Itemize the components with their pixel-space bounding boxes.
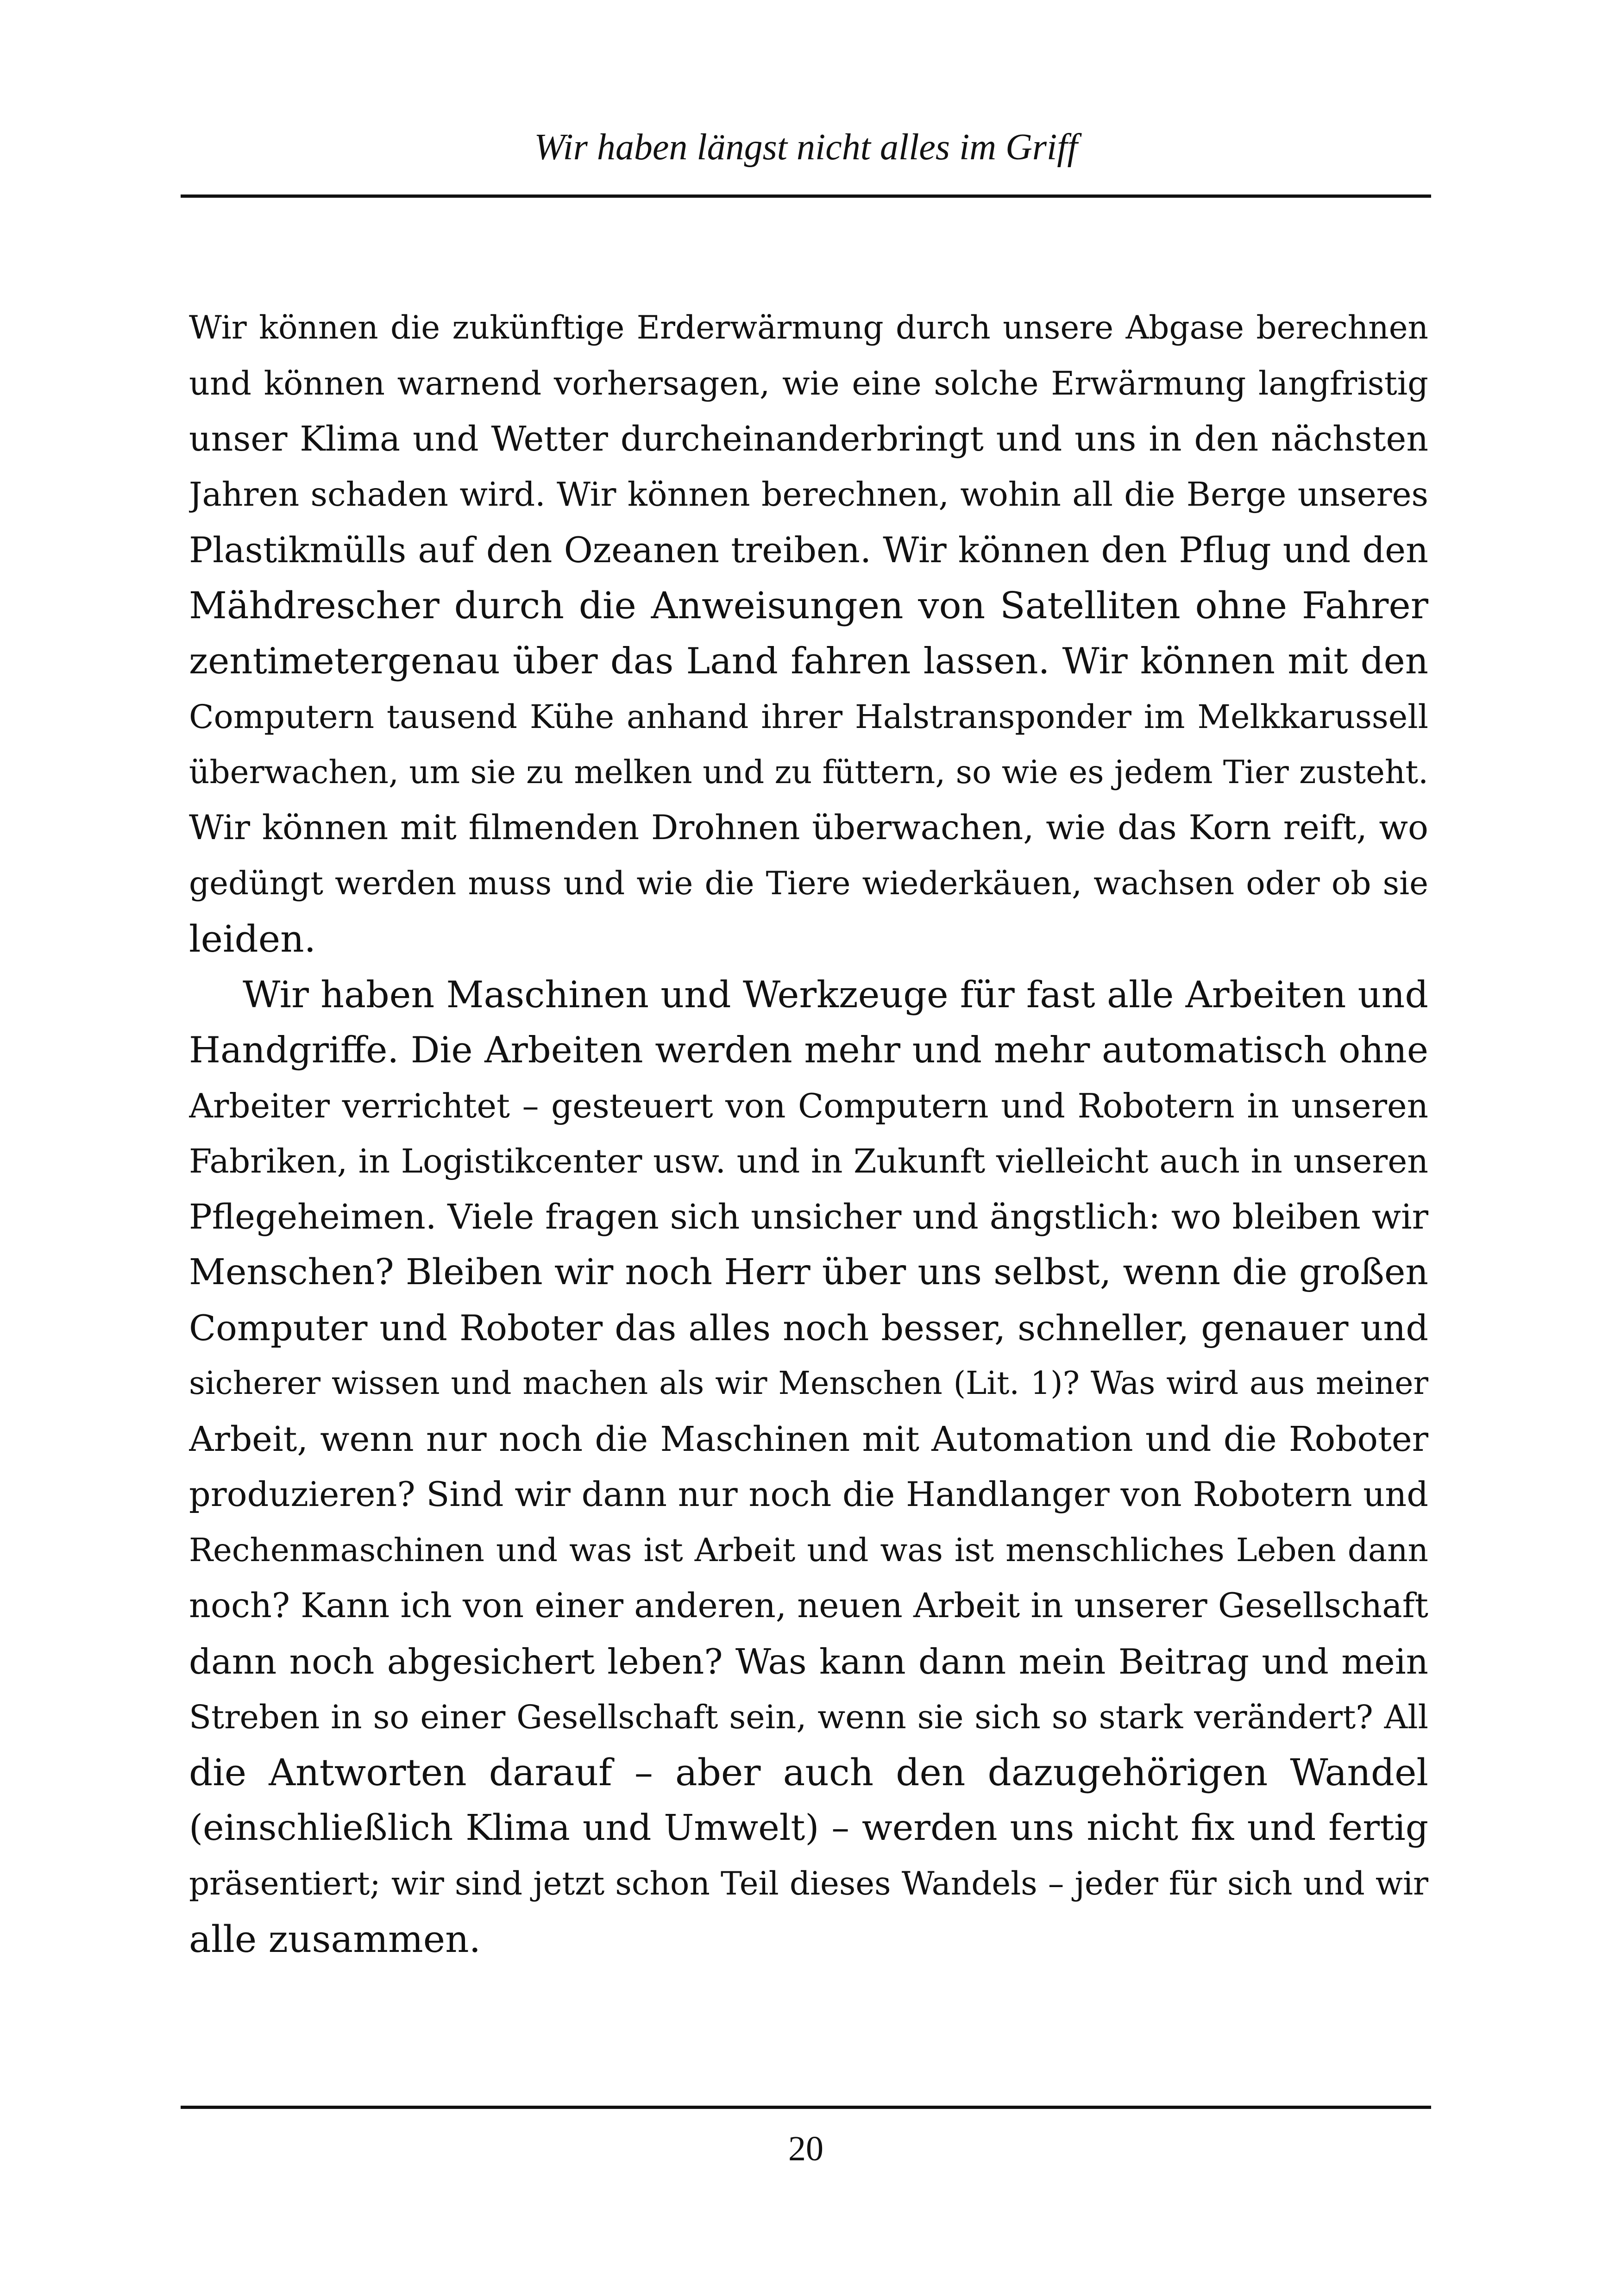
text-line: Computern tausend Kühe anhand ihrer Halstransponder im Melkkarussell [189, 698, 1428, 736]
body-text [189, 300, 1428, 1967]
text-line: dann noch abgesichert leben? Was kann dann mein Beitrag und mein [189, 1641, 1428, 1682]
text-line: Fabriken, in Logistikcenter usw. und in Zukunft vielleicht auch in unseren [189, 1142, 1428, 1180]
paragraph-1 [189, 300, 1428, 967]
text-line: alle zusammen. [189, 1918, 481, 1961]
text-line: Pflegeheimen. Viele fragen sich unsicher und ängstlich: wo bleiben wir [189, 1197, 1428, 1237]
text-line: zentimetergenau über das Land fahren lassen. Wir können mit den [189, 640, 1428, 682]
running-header-title: Wir haben längst nicht alles im Griff [534, 127, 1078, 168]
header-rule [181, 194, 1431, 198]
text-line: leiden. [189, 917, 316, 960]
paragraph-2 [189, 967, 1428, 1967]
text-line: gedüngt werden muss und wie die Tiere wiederkäuen, wachsen oder ob sie [189, 865, 1428, 902]
text-line: Rechenmaschinen und was ist Arbeit und was ist menschliches Leben dann [189, 1532, 1428, 1569]
text-line: sicherer wissen und machen als wir Menschen (Lit. 1)? Was wird aus meiner [189, 1365, 1428, 1402]
text-line: Wir können die zukünftige Erderwärmung durch unsere Abgase berechnen [189, 309, 1428, 346]
text-line: (einschließlich Klima und Umwelt) – werden uns nicht fix und fertig [189, 1807, 1428, 1849]
text-line: Handgriffe. Die Arbeiten werden mehr und mehr automatisch ohne [189, 1029, 1428, 1071]
text-line: Arbeiter verrichtet – gesteuert von Computern und Robotern in unseren [189, 1086, 1428, 1125]
text-line: Wir haben Maschinen und Werkzeuge für fast alle Arbeiten und [243, 973, 1428, 1016]
text-line: überwachen, um sie zu melken und zu füttern, so wie es jedem Tier zusteht. [189, 754, 1428, 791]
text-line: Wir können mit filmenden Drohnen überwachen, wie das Korn reift, wo [189, 808, 1428, 847]
text-line: die Antworten darauf – aber auch den dazugehörigen Wandel [189, 1751, 1428, 1794]
text-line: Computer und Roboter das alles noch besser, schneller, genauer und [189, 1307, 1428, 1349]
text-line: noch? Kann ich von einer anderen, neuen Arbeit in unserer Gesellschaft [189, 1586, 1428, 1625]
text-line: und können warnend vorhersagen, wie eine solche Erwärmung langfristig [189, 364, 1428, 402]
text-line: präsentiert; wir sind jetzt schon Teil dieses Wandels – jeder für sich und wir [189, 1865, 1428, 1902]
text-line: Jahren schaden wird. Wir können berechnen, wohin all die Berge unseres [189, 475, 1428, 514]
page-number: 20 [788, 2129, 823, 2168]
text-line: Plastikmülls auf den Ozeanen treiben. Wir können den Pflug und den [189, 529, 1428, 571]
text-line: unser Klima und Wetter durcheinanderbringt und uns in den nächsten [189, 419, 1428, 459]
text-line: produzieren? Sind wir dann nur noch die Handlanger von Robotern und [189, 1475, 1428, 1514]
text-line: Mähdrescher durch die Anweisungen von Satelliten ohne Fahrer [189, 584, 1428, 627]
text-line: Arbeit, wenn nur noch die Maschinen mit Automation und die Roboter [189, 1419, 1428, 1459]
text-line: Menschen? Bleiben wir noch Herr über uns selbst, wenn die großen [189, 1252, 1428, 1293]
text-line: Streben in so einer Gesellschaft sein, wenn sie sich so stark verändert? All [189, 1698, 1428, 1736]
footer-rule [181, 2106, 1431, 2109]
